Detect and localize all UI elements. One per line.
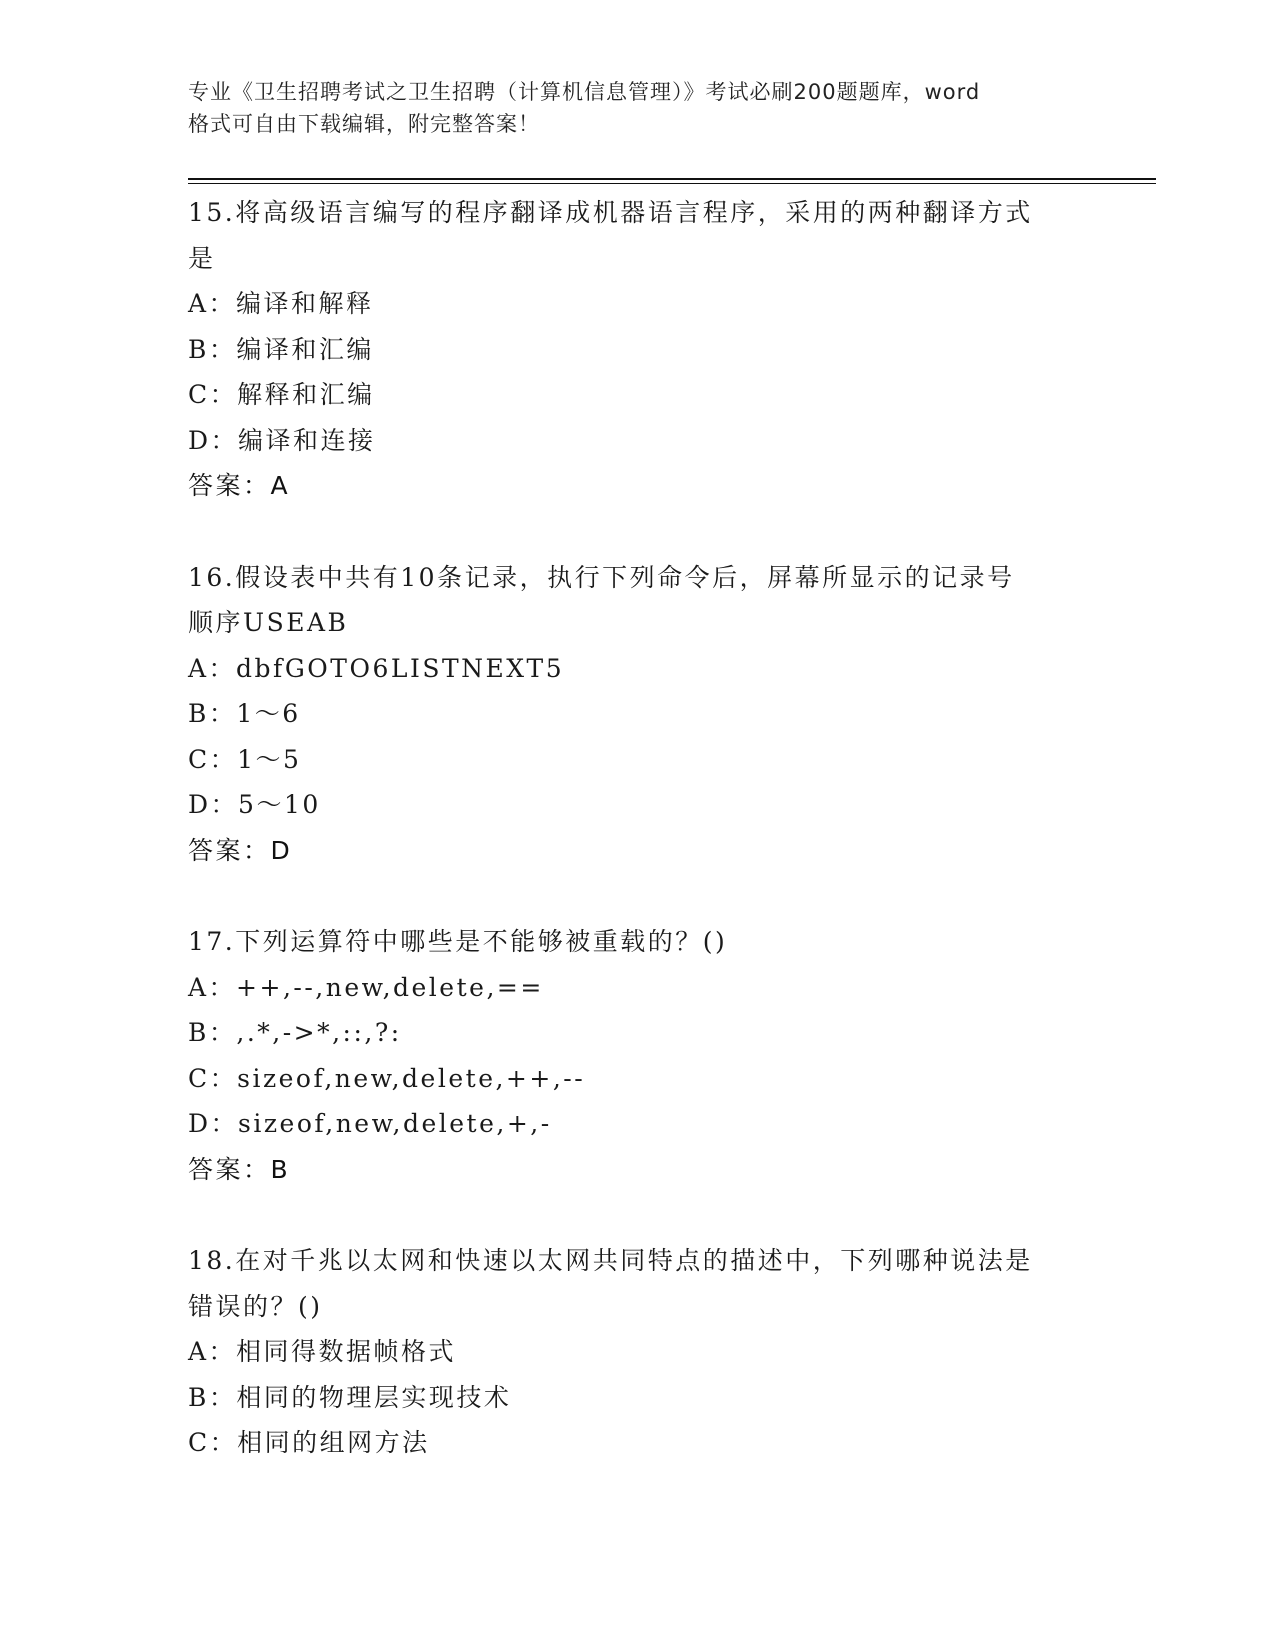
option-c: C：sizeof,new,delete,++,-- bbox=[188, 1063, 586, 1093]
option-b: B：1～6 bbox=[188, 699, 301, 728]
option-b: B：,.*,->*,::,?: bbox=[188, 1018, 402, 1047]
question-18 bbox=[188, 1238, 1088, 1466]
option-d: D：5～10 bbox=[188, 790, 321, 819]
option-c: C：解释和汇编 bbox=[188, 380, 375, 409]
header-line-2: 格式可自由下载编辑，附完整答案！ bbox=[188, 112, 540, 136]
header-divider-thick bbox=[188, 178, 1156, 180]
question-text-line-1: 15.将高级语言编写的程序翻译成机器语言程序，采用的两种翻译方式 bbox=[188, 198, 1033, 227]
question-text-line-1: 18.在对千兆以太网和快速以太网共同特点的描述中，下列哪种说法是 bbox=[188, 1246, 1033, 1275]
question-17 bbox=[188, 919, 1088, 1192]
answer-line: 答案：B bbox=[188, 1154, 291, 1184]
option-d: D：编译和连接 bbox=[188, 425, 376, 455]
option-d: D：sizeof,new,delete,+,- bbox=[188, 1109, 552, 1138]
header-divider-thin bbox=[188, 183, 1156, 184]
answer-line: 答案：D bbox=[188, 835, 293, 865]
question-16 bbox=[188, 555, 1088, 874]
option-c: C：1～5 bbox=[188, 744, 302, 774]
question-spacer bbox=[188, 1192, 1088, 1238]
document-header bbox=[188, 76, 1088, 140]
question-text-line-2: 顺序USEAB bbox=[188, 608, 349, 637]
option-c: C：相同的组网方法 bbox=[188, 1428, 430, 1457]
question-text-line-2: 错误的？() bbox=[188, 1291, 323, 1321]
option-b: B：相同的物理层实现技术 bbox=[188, 1382, 512, 1412]
option-a: A：dbfGOTO6LISTNEXT5 bbox=[188, 653, 565, 683]
question-spacer bbox=[188, 873, 1088, 919]
question-text-line-1: 17.下列运算符中哪些是不能够被重载的？() bbox=[188, 927, 728, 956]
option-b: B：编译和汇编 bbox=[188, 334, 374, 364]
question-15 bbox=[188, 190, 1088, 509]
question-text-line-1: 16.假设表中共有10条记录，执行下列命令后，屏幕所显示的记录号 bbox=[188, 562, 1015, 592]
option-a: A：++,--,new,delete,== bbox=[188, 972, 544, 1002]
option-a: A：编译和解释 bbox=[188, 289, 374, 318]
answer-line: 答案：A bbox=[188, 471, 291, 500]
question-text-line-2: 是 bbox=[188, 243, 216, 273]
option-a: A：相同得数据帧格式 bbox=[188, 1337, 457, 1366]
question-list bbox=[188, 190, 1088, 1466]
question-spacer bbox=[188, 509, 1088, 555]
header-line-1: 专业《卫生招聘考试之卫生招聘（计算机信息管理）》考试必刷200题题库，word bbox=[188, 80, 981, 104]
